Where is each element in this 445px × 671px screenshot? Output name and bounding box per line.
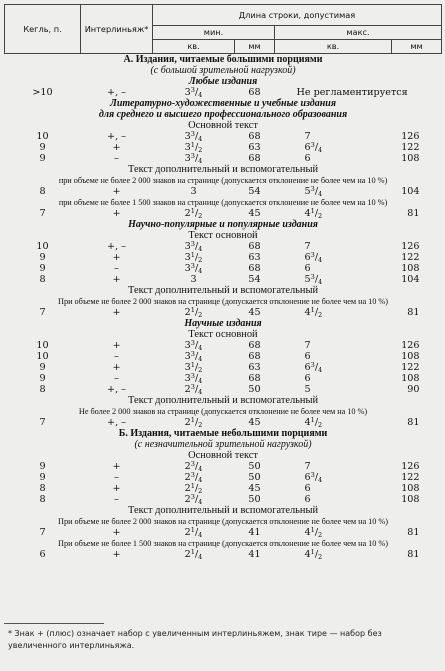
section-heading-text: Б. Издания, читаемые небольшими порциями bbox=[118, 428, 328, 439]
header-line-length: Длина строки, допустимая bbox=[153, 5, 442, 26]
cell-kegl: 7 bbox=[39, 307, 46, 318]
cell-max-kv: 7 bbox=[304, 131, 311, 142]
text-type-label-text: Текст основной bbox=[188, 230, 258, 241]
cell-min-kv: $3^3/_4$ bbox=[184, 241, 203, 252]
cell-max-kv: $5^3/_4$ bbox=[304, 274, 323, 285]
table-row bbox=[5, 373, 442, 384]
volume-note-text: При объеме не более 2 000 знаков на странице (допускается отклонение не более чем на 10 %) bbox=[58, 297, 388, 306]
cell-min-kv: $2^1/_2$ bbox=[184, 307, 203, 318]
cell-min-mm: 63 bbox=[248, 252, 261, 263]
group-heading-text: Любые издания bbox=[188, 76, 258, 87]
cell-kegl: >10 bbox=[32, 87, 53, 98]
typesetting-norms-table bbox=[4, 4, 442, 560]
cell-min-mm: 50 bbox=[248, 494, 261, 505]
cell-max-kv: 7 bbox=[304, 340, 311, 351]
cell-min-kv: $3^1/_2$ bbox=[184, 252, 203, 263]
section-subtitle bbox=[5, 439, 442, 450]
cell-min-kv: $3^1/_2$ bbox=[184, 142, 203, 153]
cell-max-kv: $4^1/_2$ bbox=[304, 417, 323, 428]
table-row bbox=[5, 208, 442, 219]
cell-kegl: 10 bbox=[36, 131, 49, 142]
cell-min-mm: 68 bbox=[248, 153, 261, 164]
cell-min-kv: $3^3/_4$ bbox=[184, 263, 203, 274]
text-type-label bbox=[5, 230, 442, 241]
cell-kegl: 8 bbox=[39, 384, 46, 395]
volume-note bbox=[5, 406, 442, 417]
header-interlinage: Интерлиньяж* bbox=[81, 5, 153, 54]
cell-max-mm: 108 bbox=[401, 351, 420, 362]
cell-interlinage: +, – bbox=[107, 87, 126, 98]
cell-interlinage: +, – bbox=[107, 384, 126, 395]
cell-max-mm: 81 bbox=[407, 307, 420, 318]
section-subtitle-text: (с незначительной зрительной нагрузкой) bbox=[134, 439, 312, 450]
cell-max-mm: 81 bbox=[407, 417, 420, 428]
section-heading bbox=[5, 54, 442, 66]
volume-note-text: при объеме не более 2 000 знаков на странице (допускается отклонение не более чем на 10 %) bbox=[58, 176, 388, 185]
text-type-label-text: Текст дополнительный и вспомогательный bbox=[128, 505, 319, 516]
cell-min-mm: 68 bbox=[248, 87, 261, 98]
text-type-label bbox=[5, 329, 442, 340]
table-row bbox=[5, 527, 442, 538]
cell-max-kv: 6 bbox=[304, 263, 311, 274]
cell-max-kv: 6 bbox=[304, 494, 311, 505]
footnote-rule bbox=[4, 623, 104, 624]
cell-min-kv: $2^3/_4$ bbox=[184, 494, 203, 505]
cell-min-mm: 54 bbox=[248, 274, 261, 285]
group-heading bbox=[5, 98, 442, 109]
cell-min-kv: $3^3/_4$ bbox=[184, 351, 203, 362]
header-min: мин. bbox=[153, 26, 275, 40]
cell-interlinage: +, – bbox=[107, 131, 126, 142]
cell-interlinage: + bbox=[112, 362, 121, 373]
cell-kegl: 9 bbox=[39, 461, 46, 472]
cell-interlinage: + bbox=[112, 340, 121, 351]
cell-kegl: 9 bbox=[39, 373, 46, 384]
cell-min-mm: 45 bbox=[248, 483, 261, 494]
cell-min-kv: $3^3/_4$ bbox=[184, 373, 203, 384]
cell-max-kv: 6 bbox=[304, 351, 311, 362]
volume-note bbox=[5, 538, 442, 549]
cell-max-mm: 104 bbox=[401, 274, 420, 285]
cell-min-mm: 68 bbox=[248, 241, 261, 252]
cell-kegl: 9 bbox=[39, 252, 46, 263]
cell-kegl: 6 bbox=[39, 549, 46, 560]
cell-kegl: 8 bbox=[39, 494, 46, 505]
volume-note-text: При объеме не более 1 500 знаков на странице (допускается отклонение не более чем на 10 %) bbox=[58, 539, 388, 548]
cell-interlinage: – bbox=[114, 153, 119, 164]
cell-max-mm: 104 bbox=[401, 186, 420, 197]
table-header bbox=[5, 5, 442, 54]
cell-interlinage: +, – bbox=[107, 417, 126, 428]
cell-max-mm: 122 bbox=[401, 142, 420, 153]
cell-min-mm: 45 bbox=[248, 307, 261, 318]
cell-min-kv: 3 bbox=[190, 274, 197, 285]
cell-max-kv: 7 bbox=[304, 461, 311, 472]
table-row bbox=[5, 362, 442, 373]
cell-max-mm: 108 bbox=[401, 373, 420, 384]
table-row bbox=[5, 549, 442, 560]
volume-note bbox=[5, 516, 442, 527]
group-heading bbox=[5, 318, 442, 329]
footnote: * Знак + (плюс) означает набор с увеличенным интерлиньяжем, знак тире — набор без увеличенного интерлиньяжа. bbox=[8, 629, 382, 650]
section-heading-text: А. Издания, читаемые большими порциями bbox=[123, 54, 323, 65]
table-row bbox=[5, 241, 442, 252]
cell-min-mm: 63 bbox=[248, 362, 261, 373]
cell-max-mm: 122 bbox=[401, 472, 420, 483]
table-row bbox=[5, 351, 442, 362]
cell-interlinage: + bbox=[112, 186, 121, 197]
table-row bbox=[5, 307, 442, 318]
cell-min-kv: $2^1/_2$ bbox=[184, 483, 203, 494]
header-kegl: Кегль, п. bbox=[5, 5, 81, 54]
cell-min-mm: 45 bbox=[248, 208, 261, 219]
cell-min-kv: $3^3/_4$ bbox=[184, 131, 203, 142]
cell-min-kv: $2^1/_4$ bbox=[184, 549, 203, 560]
text-type-label-text: Текст дополнительный и вспомогательный bbox=[128, 395, 319, 406]
text-type-label bbox=[5, 450, 442, 461]
table-row bbox=[5, 274, 442, 285]
cell-max-mm: 108 bbox=[401, 494, 420, 505]
section-subtitle-text: (с большой зрительной нагрузкой) bbox=[150, 65, 296, 76]
cell-max-kv: 6 bbox=[304, 373, 311, 384]
text-type-label-text: Текст основной bbox=[188, 329, 258, 340]
text-type-label bbox=[5, 120, 442, 131]
group-heading bbox=[5, 109, 442, 120]
cell-min-kv: $2^3/_4$ bbox=[184, 461, 203, 472]
group-heading-text: для среднего и высшего профессионального образования bbox=[98, 109, 348, 120]
cell-min-mm: 68 bbox=[248, 373, 261, 384]
table-row bbox=[5, 472, 442, 483]
cell-interlinage: – bbox=[114, 373, 119, 384]
cell-max-kv: $5^3/_4$ bbox=[304, 186, 323, 197]
volume-note-text: Не более 2 000 знаков на странице (допускается отклонение не более чем на 10 %) bbox=[78, 407, 368, 416]
cell-kegl: 7 bbox=[39, 208, 46, 219]
cell-max-kv: 6 bbox=[304, 153, 311, 164]
cell-max-kv: $6^3/_4$ bbox=[304, 142, 323, 153]
cell-max-mm: 81 bbox=[407, 208, 420, 219]
cell-kegl: 8 bbox=[39, 483, 46, 494]
cell-kegl: 9 bbox=[39, 153, 46, 164]
cell-max-kv: $6^3/_4$ bbox=[304, 252, 323, 263]
cell-kegl: 9 bbox=[39, 263, 46, 274]
cell-interlinage: + bbox=[112, 142, 121, 153]
cell-max-kv: 7 bbox=[304, 241, 311, 252]
cell-interlinage: – bbox=[114, 494, 119, 505]
table-row bbox=[5, 483, 442, 494]
cell-max-mm: 81 bbox=[407, 549, 420, 560]
table-body bbox=[5, 54, 442, 561]
cell-max-kv: $6^3/_4$ bbox=[304, 362, 323, 373]
cell-max-not-regulated: Не регламентируется bbox=[296, 87, 408, 98]
cell-min-mm: 68 bbox=[248, 340, 261, 351]
table-row bbox=[5, 340, 442, 351]
header-min-kv: кв. bbox=[153, 40, 235, 54]
cell-min-kv: $3^3/_4$ bbox=[184, 87, 203, 98]
cell-max-kv: $4^1/_2$ bbox=[304, 549, 323, 560]
volume-note bbox=[5, 197, 442, 208]
cell-min-kv: $2^1/_2$ bbox=[184, 417, 203, 428]
cell-min-mm: 50 bbox=[248, 472, 261, 483]
cell-max-kv: 6 bbox=[304, 483, 311, 494]
cell-kegl: 8 bbox=[39, 186, 46, 197]
cell-interlinage: – bbox=[114, 263, 119, 274]
cell-min-mm: 63 bbox=[248, 142, 261, 153]
table-row bbox=[5, 252, 442, 263]
cell-max-kv: $6^3/_4$ bbox=[304, 472, 323, 483]
cell-max-mm: 108 bbox=[401, 263, 420, 274]
cell-kegl: 10 bbox=[36, 340, 49, 351]
cell-interlinage: + bbox=[112, 549, 121, 560]
cell-max-mm: 81 bbox=[407, 527, 420, 538]
table-row bbox=[5, 142, 442, 153]
group-heading bbox=[5, 219, 442, 230]
table-row bbox=[5, 494, 442, 505]
cell-kegl: 7 bbox=[39, 417, 46, 428]
cell-min-mm: 68 bbox=[248, 351, 261, 362]
volume-note-text: При объеме не более 2 000 знаков на странице (допускается отклонение не более чем на 10 %) bbox=[58, 517, 388, 526]
table-row bbox=[5, 263, 442, 274]
cell-interlinage: + bbox=[112, 307, 121, 318]
cell-max-mm: 108 bbox=[401, 483, 420, 494]
cell-min-kv: $2^3/_4$ bbox=[184, 472, 203, 483]
cell-interlinage: +, – bbox=[107, 241, 126, 252]
cell-interlinage: + bbox=[112, 274, 121, 285]
cell-min-kv: $3^1/_2$ bbox=[184, 362, 203, 373]
cell-min-mm: 41 bbox=[248, 527, 261, 538]
cell-max-kv: $4^1/_2$ bbox=[304, 208, 323, 219]
header-max: макс. bbox=[275, 26, 442, 40]
group-heading bbox=[5, 76, 442, 87]
text-type-label bbox=[5, 395, 442, 406]
cell-interlinage: + bbox=[112, 252, 121, 263]
header-max-kv: кв. bbox=[275, 40, 392, 54]
text-type-label bbox=[5, 164, 442, 175]
cell-interlinage: – bbox=[114, 351, 119, 362]
cell-max-mm: 122 bbox=[401, 252, 420, 263]
cell-max-kv: 5 bbox=[304, 384, 311, 395]
cell-kegl: 7 bbox=[39, 527, 46, 538]
table-row bbox=[5, 131, 442, 142]
cell-min-mm: 68 bbox=[248, 131, 261, 142]
cell-max-mm: 126 bbox=[401, 241, 420, 252]
cell-min-kv: $2^1/_4$ bbox=[184, 527, 203, 538]
cell-kegl: 8 bbox=[39, 274, 46, 285]
cell-min-kv: 3 bbox=[190, 186, 197, 197]
cell-kegl: 10 bbox=[36, 241, 49, 252]
text-type-label-text: Текст дополнительный и вспомогательный bbox=[128, 164, 319, 175]
cell-min-kv: $3^3/_4$ bbox=[184, 153, 203, 164]
volume-note-text: при объеме не более 1 500 знаков на странице (допускается отклонение не более чем на 10 %) bbox=[58, 198, 388, 207]
cell-max-kv: $4^1/_2$ bbox=[304, 527, 323, 538]
cell-min-mm: 45 bbox=[248, 417, 261, 428]
volume-note bbox=[5, 175, 442, 186]
cell-min-mm: 68 bbox=[248, 263, 261, 274]
cell-min-mm: 54 bbox=[248, 186, 261, 197]
table-row bbox=[5, 186, 442, 197]
cell-interlinage: + bbox=[112, 461, 121, 472]
cell-min-mm: 50 bbox=[248, 461, 261, 472]
section-subtitle bbox=[5, 65, 442, 76]
cell-interlinage: + bbox=[112, 483, 121, 494]
cell-max-mm: 108 bbox=[401, 153, 420, 164]
cell-kegl: 10 bbox=[36, 351, 49, 362]
cell-interlinage: + bbox=[112, 527, 121, 538]
cell-max-mm: 90 bbox=[407, 384, 420, 395]
header-min-mm: мм bbox=[235, 40, 275, 54]
cell-max-mm: 126 bbox=[401, 461, 420, 472]
text-type-label bbox=[5, 505, 442, 516]
group-heading-text: Научные издания bbox=[184, 318, 262, 329]
cell-min-mm: 41 bbox=[248, 549, 261, 560]
cell-max-mm: 126 bbox=[401, 340, 420, 351]
text-type-label-text: Текст дополнительный и вспомогательный bbox=[128, 285, 319, 296]
table-row bbox=[5, 153, 442, 164]
text-type-label-text: Основной текст bbox=[188, 450, 258, 461]
cell-max-kv: $4^1/_2$ bbox=[304, 307, 323, 318]
text-type-label-text: Основной текст bbox=[188, 120, 258, 131]
table-row bbox=[5, 461, 442, 472]
header-max-mm: мм bbox=[392, 40, 442, 54]
group-heading-text: Литературно-художественные и учебные издания bbox=[109, 98, 337, 109]
cell-min-kv: $2^1/_2$ bbox=[184, 208, 203, 219]
cell-max-mm: 126 bbox=[401, 131, 420, 142]
cell-interlinage: + bbox=[112, 208, 121, 219]
cell-kegl: 9 bbox=[39, 472, 46, 483]
cell-kegl: 9 bbox=[39, 362, 46, 373]
table-row bbox=[5, 417, 442, 428]
cell-kegl: 9 bbox=[39, 142, 46, 153]
volume-note bbox=[5, 296, 442, 307]
cell-interlinage: – bbox=[114, 472, 119, 483]
cell-max-mm: 122 bbox=[401, 362, 420, 373]
cell-min-kv: $2^3/_4$ bbox=[184, 384, 203, 395]
section-heading bbox=[5, 428, 442, 439]
cell-min-mm: 50 bbox=[248, 384, 261, 395]
text-type-label bbox=[5, 285, 442, 296]
table-row bbox=[5, 87, 442, 98]
table-row bbox=[5, 384, 442, 395]
group-heading-text: Научно-популярные и популярные издания bbox=[128, 219, 318, 230]
cell-min-kv: $3^3/_4$ bbox=[184, 340, 203, 351]
